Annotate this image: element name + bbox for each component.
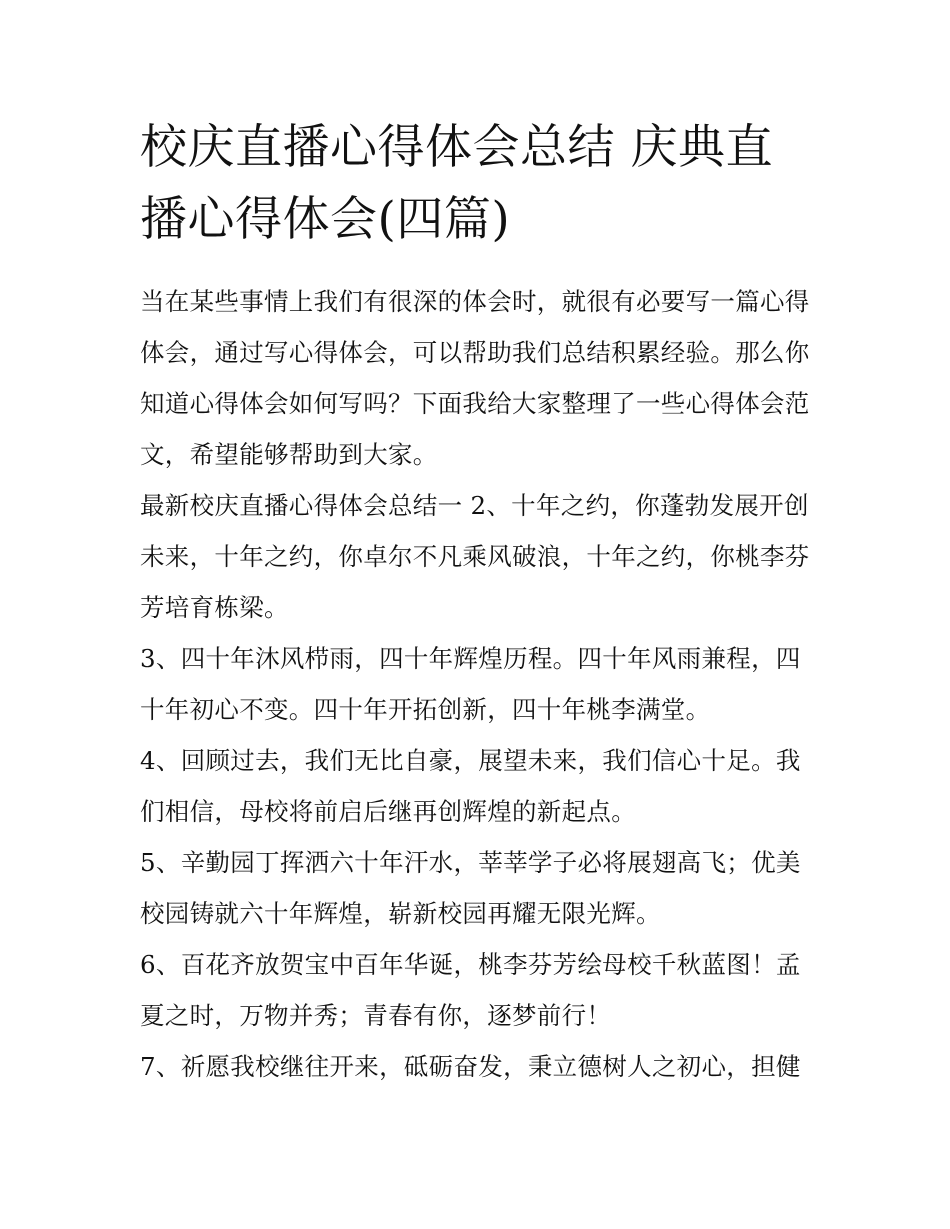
paragraph-item-7: 7、祈愿我校继往开来，砥砺奋发，秉立德树人之初心，担健 (140, 1052, 801, 1081)
paragraph-item-6: 6、百花齐放贺宝中百年华诞，桃李芬芳绘母校千秋蓝图！孟夏之时，万物并秀；青春有你，逐梦前行！ (140, 950, 801, 1030)
paragraph-item-2: 最新校庆直播心得体会总结一 2、十年之约，你蓬勃发展开创未来，十年之约，你卓尔不凡乘风破浪，十年之约，你桃李芬芳培育栋梁。 (140, 491, 810, 622)
paragraph-intro: 当在某些事情上我们有很深的体会时，就很有必要写一篇心得体会，通过写心得体会，可以帮助我们总结积累经验。那么你知道心得体会如何写吗？下面我给大家整理了一些心得体会范文，希望能够帮助到大家。 (140, 287, 810, 469)
paragraph-item-3: 3、四十年沐风栉雨，四十年辉煌历程。四十年风雨兼程，四十年初心不变。四十年开拓创新，四十年桃李满堂。 (140, 644, 801, 724)
paragraph-item-5: 5、辛勤园丁挥洒六十年汗水，莘莘学子必将展翅高飞；优美校园铸就六十年辉煌，崭新校园再耀无限光辉。 (140, 848, 801, 928)
paragraph-item-4: 4、回顾过去，我们无比自豪，展望未来，我们信心十足。我们相信，母校将前启后继再创辉煌的新起点。 (140, 746, 801, 826)
document-title: 校庆直播心得体会总结 庆典直播心得体会(四篇) (140, 120, 773, 247)
document-body (140, 276, 812, 1092)
